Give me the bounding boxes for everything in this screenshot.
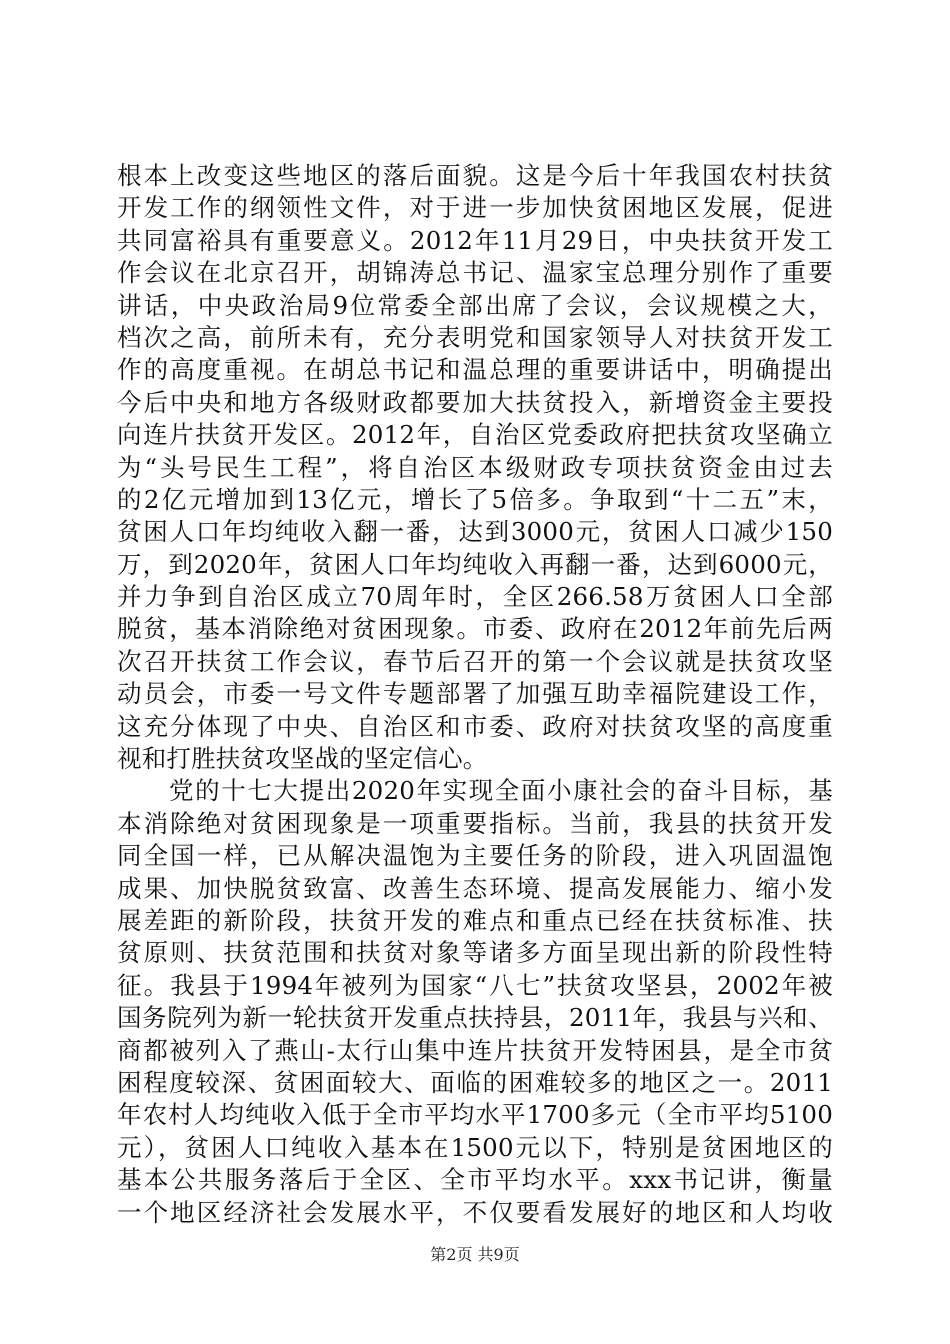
text-line: 作会议在北京召开，胡锦涛总书记、温家宝总理分别作了重要 <box>117 258 833 288</box>
text-line: 商都被列入了燕山-太行山集中连片扶贫开发特困县，是全市贫 <box>117 1035 833 1065</box>
text-line: 作的高度重视。在胡总书记和温总理的重要讲话中，明确提出 <box>117 355 833 385</box>
text-line: 展差距的新阶段，扶贫开发的难点和重点已经在扶贫标准、扶 <box>117 905 833 935</box>
text-line: 一个地区经济社会发展水平，不仅要看发展好的地区和人均收 <box>117 1197 833 1227</box>
text-line: 讲话，中央政治局9位常委全部出席了会议，会议规模之大， <box>117 290 833 320</box>
page-number-footer: 第2页 共9页 <box>430 1245 520 1264</box>
text-line: 根本上改变这些地区的落后面貌。这是今后十年我国农村扶贫 <box>117 161 833 190</box>
text-line: 共同富裕具有重要意义。2012年11月29日，中央扶贫开发工 <box>117 225 833 255</box>
text-line: 动员会，市委一号文件专题部署了加强互助幸福院建设工作， <box>117 679 833 709</box>
document-body <box>117 160 833 1229</box>
text-line: 同全国一样，已从解决温饱为主要任务的阶段，进入巩固温饱 <box>117 841 833 871</box>
text-line: 次召开扶贫工作会议，春节后召开的第一个会议就是扶贫攻坚 <box>117 646 833 676</box>
text-line: 困程度较深、贫困面较大、面临的困难较多的地区之一。2011 <box>117 1067 833 1097</box>
text-line: 的2亿元增加到13亿元，增长了5倍多。争取到“十二五”末， <box>117 484 833 514</box>
text-line: 基本公共服务落后于全区、全市平均水平。xxx书记讲，衡量 <box>117 1165 833 1195</box>
text-line: 向连片扶贫开发区。2012年，自治区党委政府把扶贫攻坚确立 <box>117 420 833 450</box>
text-line: 并力争到自治区成立70周年时，全区266.58万贫困人口全部 <box>117 582 833 612</box>
text-line: 本消除绝对贫困现象是一项重要指标。当前，我县的扶贫开发 <box>117 808 833 838</box>
text-line: 征。我县于1994年被列为国家“八七”扶贫攻坚县，2002年被 <box>117 970 833 1000</box>
paragraph-1 <box>117 160 833 775</box>
text-line: 党的十七大提出2020年实现全面小康社会的奋斗目标，基 <box>169 776 833 806</box>
text-line: 视和打胜扶贫攻坚战的坚定信心。 <box>117 744 488 774</box>
text-line: 贫困人口年均纯收入翻一番，达到3000元，贫困人口减少150 <box>117 517 833 547</box>
text-line: 贫原则、扶贫范围和扶贫对象等诸多方面呈现出新的阶段性特 <box>117 938 833 968</box>
paragraph-2 <box>117 775 833 1228</box>
text-line: 脱贫，基本消除绝对贫困现象。市委、政府在2012年前先后两 <box>117 614 833 644</box>
text-line: 今后中央和地方各级财政都要加大扶贫投入，新增资金主要投 <box>117 387 833 417</box>
text-line: 档次之高，前所未有，充分表明党和国家领导人对扶贫开发工 <box>117 322 833 352</box>
text-line: 元），贫困人口纯收入基本在1500元以下，特别是贫困地区的 <box>117 1132 833 1162</box>
text-line: 国务院列为新一轮扶贫开发重点扶持县，2011年，我县与兴和、 <box>117 1003 833 1033</box>
text-line: 年农村人均纯收入低于全市平均水平1700多元（全市平均5100 <box>117 1100 833 1130</box>
text-line: 开发工作的纲领性文件，对于进一步加快贫困地区发展，促进 <box>117 193 833 223</box>
text-line: 为“头号民生工程”，将自治区本级财政专项扶贫资金由过去 <box>117 452 833 482</box>
text-line: 这充分体现了中央、自治区和市委、政府对扶贫攻坚的高度重 <box>117 711 833 741</box>
text-line: 成果、加快脱贫致富、改善生态环境、提高发展能力、缩小发 <box>117 873 833 903</box>
text-line: 万，到2020年，贫困人口年均纯收入再翻一番，达到6000元， <box>117 549 833 579</box>
